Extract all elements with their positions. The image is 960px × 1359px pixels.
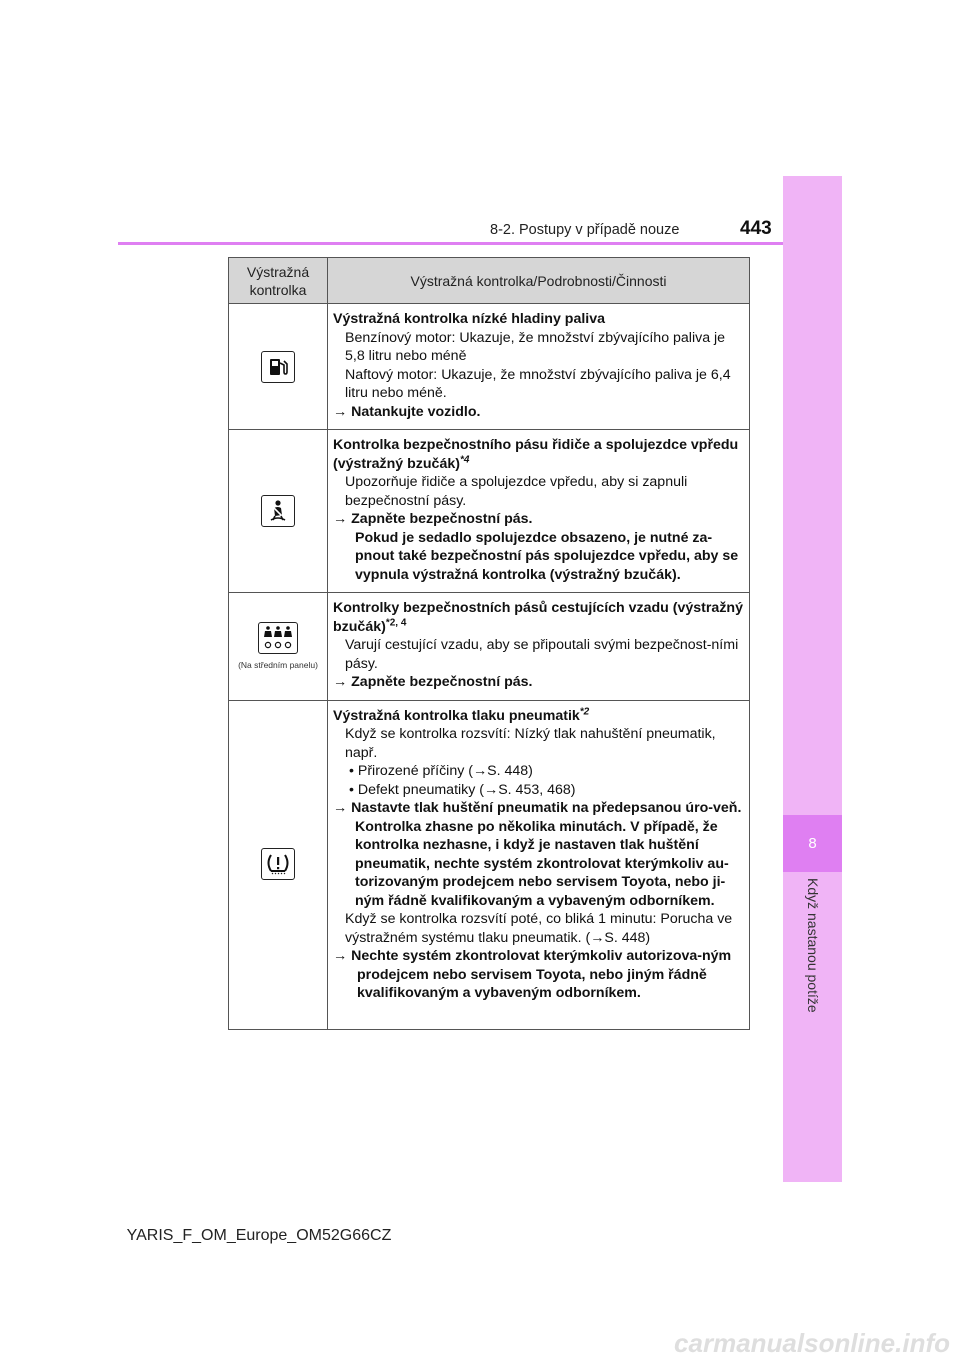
watermark: carmanualsonline.info — [674, 1328, 950, 1358]
table-row — [229, 700, 750, 1029]
row-text: Upozorňuje řidiče a spolujezdce vpředu, aby si zapnuli bezpečnostní pásy. — [345, 474, 688, 509]
row-text: Když se kontrolka rozsvítí: Nízký tlak nahuštění pneumatik, např. — [345, 726, 716, 761]
row-title: Výstražná kontrolka tlaku pneumatik$^{*2}$ — [333, 705, 590, 724]
section-title: 8-2. Postupy v případě nouze — [490, 222, 680, 238]
header-divider — [118, 242, 783, 245]
row-text: Naftový motor: Ukazuje, že množství zbývajícího paliva je 6,4 litru nebo méně. — [345, 366, 731, 401]
rear-seatbelts-icon — [258, 622, 298, 654]
warning-lights-table — [228, 257, 750, 1030]
chapter-title-tab — [783, 872, 842, 1172]
row-title: Kontrolky bezpečnostních pásů cestujících vzadu (výstražný bzučák)$^{*2, 4}$ — [333, 600, 743, 635]
chapter-number: 8 — [808, 835, 817, 852]
table-row — [229, 430, 750, 593]
col-header-light: Výstražná kontrolka — [229, 258, 328, 304]
page-number: 443 — [740, 218, 772, 239]
chapter-number-badge — [783, 815, 842, 872]
tire-pressure-icon — [261, 848, 295, 880]
fuel-pump-icon — [261, 351, 295, 383]
col-header-details: Výstražná kontrolka/Podrobnosti/Činnosti — [328, 258, 750, 304]
row-text: Benzínový motor: Ukazuje, že množství zbývajícího paliva je 5,8 litru nebo méně — [345, 329, 726, 364]
row-action: → Nastavte tlak huštění pneumatik na předepsanou úro-veň. — [333, 800, 742, 816]
row-title: Výstražná kontrolka nízké hladiny paliva — [333, 311, 606, 327]
document-footer — [0, 1227, 960, 1245]
list-item: • Defekt pneumatiky (→S. 453, 468) — [345, 781, 576, 798]
list-item: • Přirozené příčiny (→S. 448) — [345, 763, 533, 779]
table-row — [229, 593, 750, 701]
table-header-row — [229, 258, 750, 304]
table-row — [229, 304, 750, 430]
row-action: → Natankujte vozidlo. — [333, 403, 481, 420]
document-id: YARIS_F_OM_Europe_OM52G66CZ — [126, 1227, 392, 1244]
row-text: Varují cestující vzadu, aby se připoutali svými bezpečnost-ními pásy. — [345, 637, 739, 672]
seatbelt-icon — [261, 495, 295, 527]
chapter-title: Když nastanou potíže — [805, 878, 821, 1013]
icon-caption: (Na středním panelu) — [238, 660, 318, 671]
row-text: Když se kontrolka rozsvítí poté, co bliká 1 minutu: Porucha ve výstražném systému tlaku pneumatik. (→S. 448) — [345, 911, 733, 946]
row-action: → Zapněte bezpečnostní pás. — [333, 511, 533, 527]
row-action: → Nechte systém zkontrolovat kterýmkoliv autorizova-ným prodejcem nebo servisem Toyota, nebo jiným řádně kvalifikovaným a vybaveným odborníkem. — [333, 948, 732, 1001]
row-title: Kontrolka bezpečnostního pásu řidiče a spolujezdce vpředu (výstražný bzučák)$^{*4}$ — [333, 437, 739, 472]
row-action: → Zapněte bezpečnostní pás. — [333, 674, 533, 690]
row-action-note: Pokud je sedadlo spolujezdce obsazeno, je nutné za-pnout také bezpečnostní pás spolujezdce vpředu, aby se vypnula výstražná kontrolka (výstražný bzučák). — [355, 529, 739, 583]
row-action-note: Kontrolka zhasne po několika minutách. V případě, že kontrolka nezhasne, i když je nastaven tlak huštění pneumatik, nechte systém zkontrolovat kterýmkoliv au-torizovaným prodejcem nebo servisem Toyota, nebo ji-ným řádně kvalifikovaným a vybaveným odborníkem. — [355, 818, 729, 909]
